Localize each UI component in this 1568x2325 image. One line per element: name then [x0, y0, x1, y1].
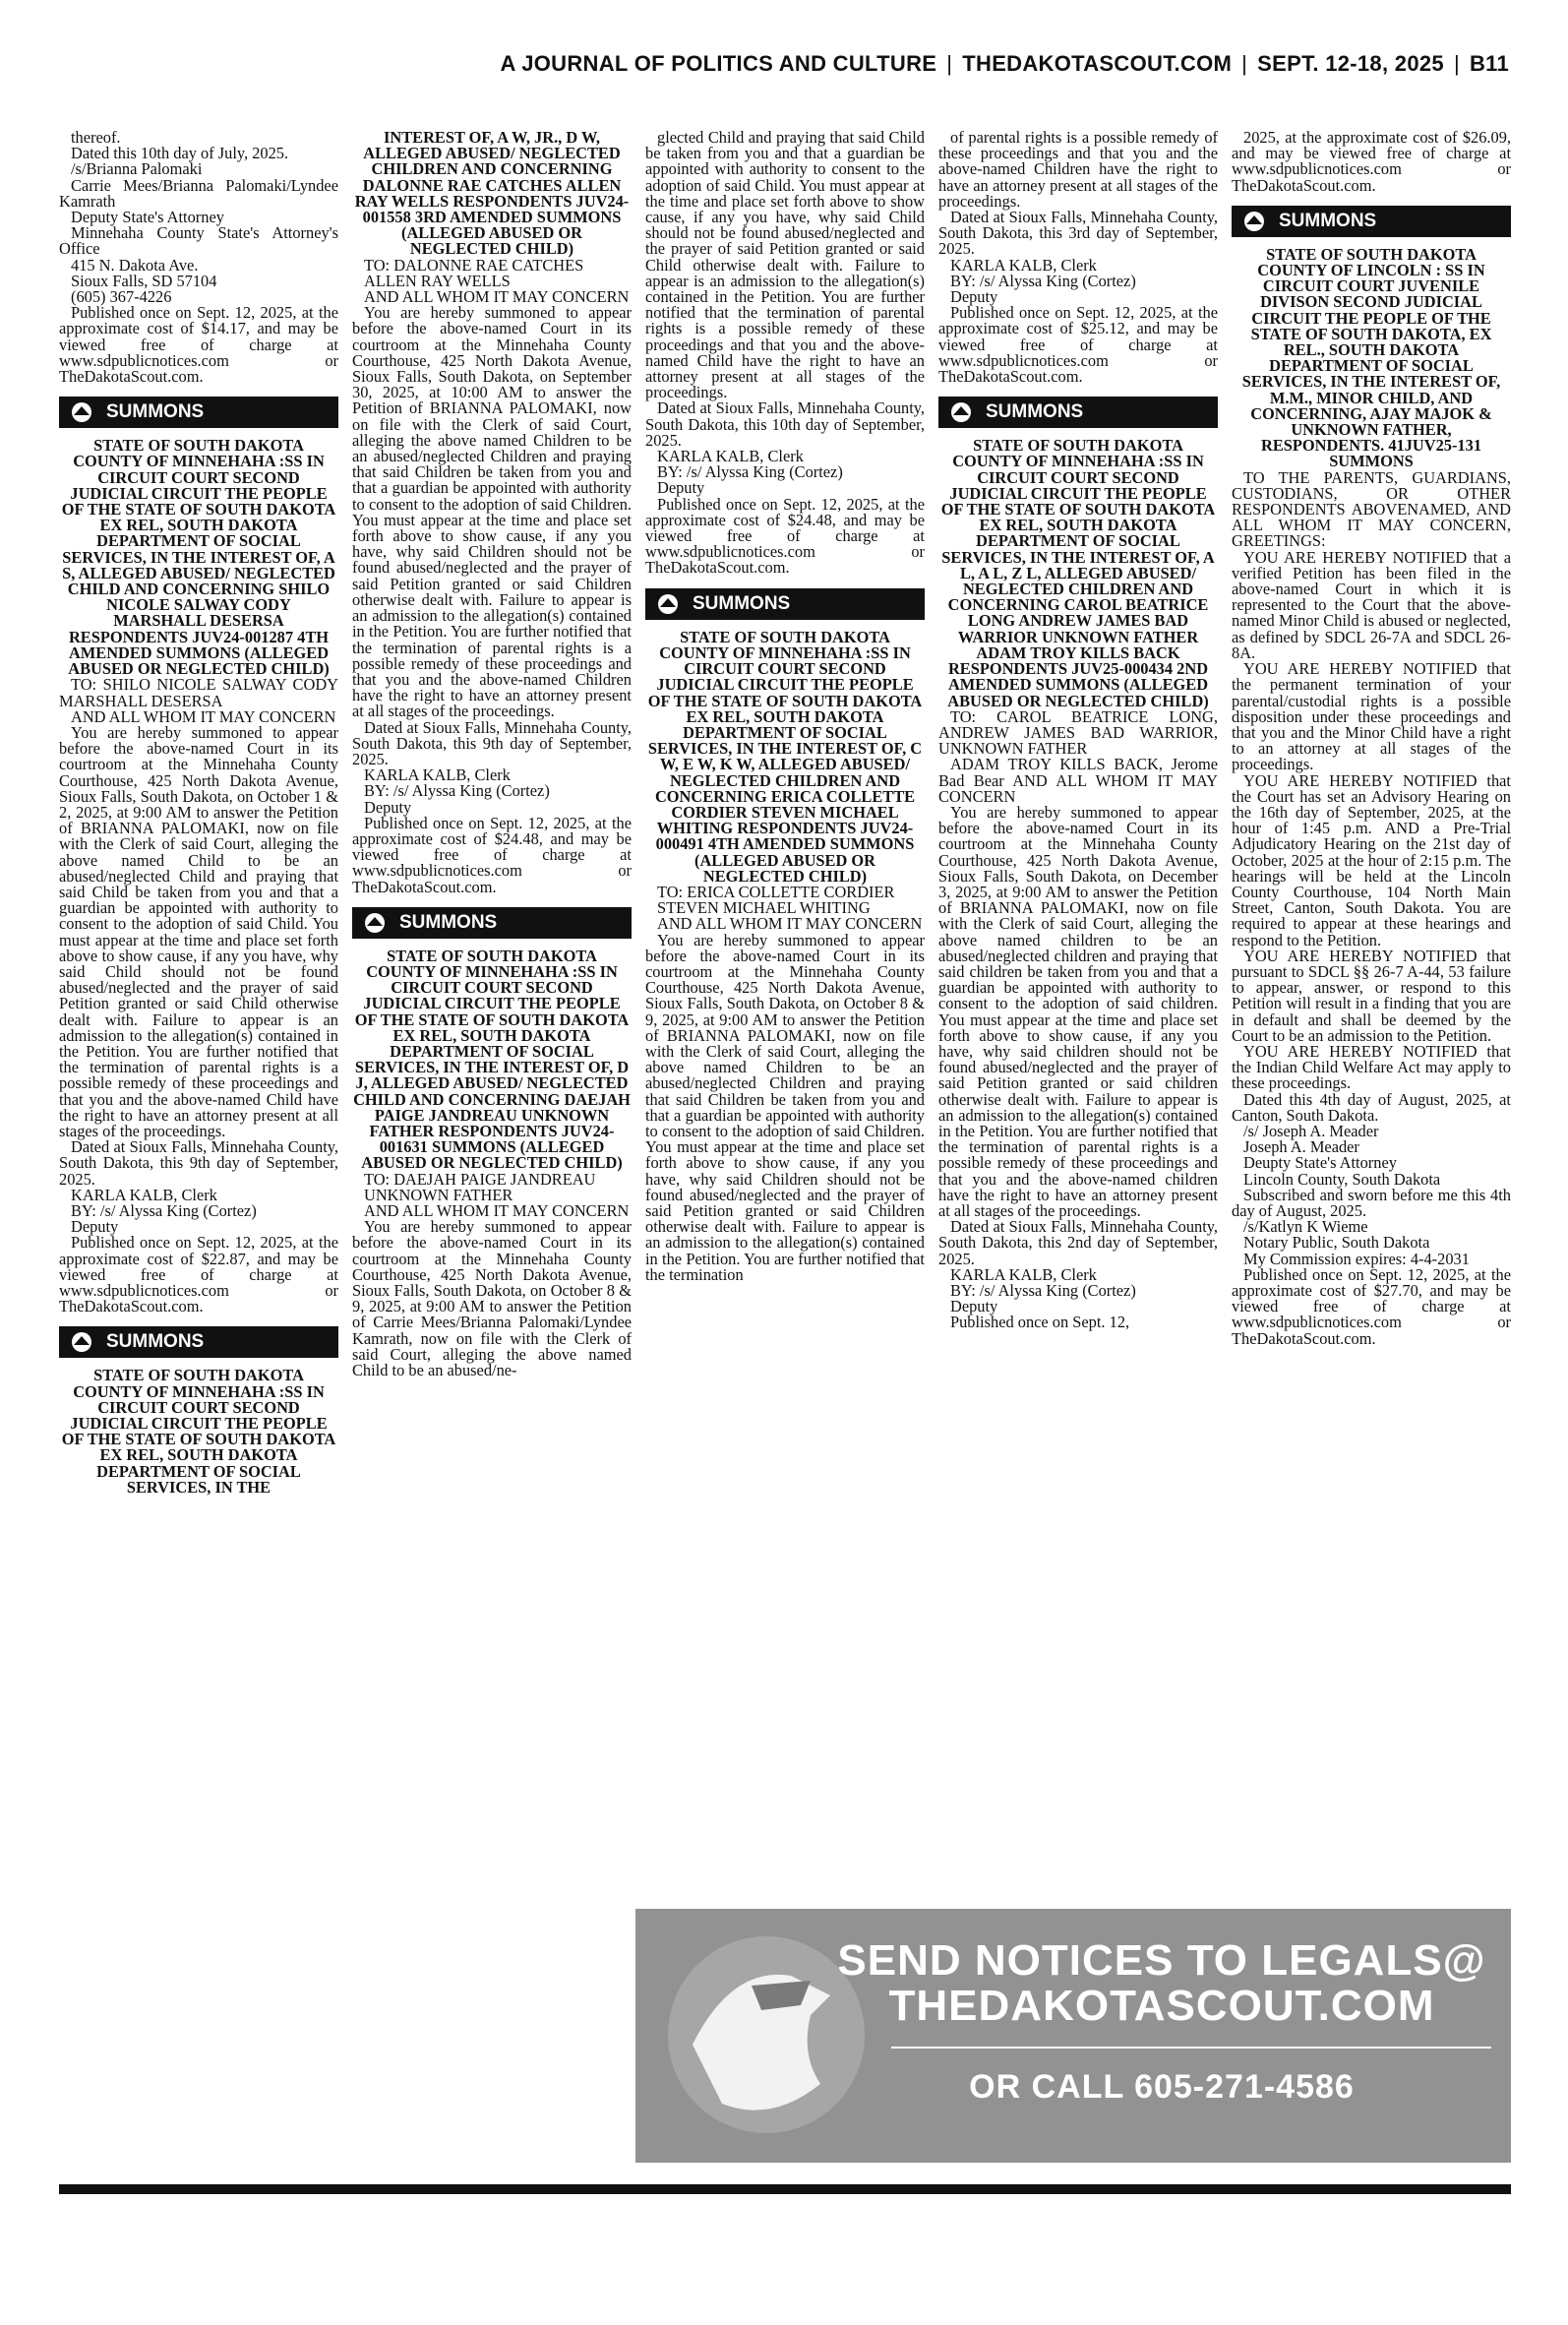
- notice-paragraph: Dated at Sioux Falls, Minnehaha County, South Dakota, this 3rd day of September, 2025.: [938, 208, 1218, 259]
- notice-paragraph: Deputy: [950, 287, 998, 307]
- notice-paragraph: AND ALL WHOM IT MAY CONCERN: [364, 287, 630, 307]
- notice-paragraph: TO: SHILO NICOLE SALWAY CODY MARSHALL DESERSA: [59, 675, 338, 710]
- notice-paragraph: Deputy State's Attorney: [71, 208, 224, 227]
- notice-paragraph: TO: DAEJAH PAIGE JANDREAU: [364, 1169, 596, 1189]
- journal-tagline: A JOURNAL OF POLITICS AND CULTURE: [500, 51, 937, 76]
- notice-paragraph: YOU ARE HEREBY NOTIFIED that the Court has set an Advisory Hearing on the 16th day of September, 2025, at the hour of 1:45 p.m. AND a Pre-Trial Adjudicatory Hearing on the 21st day of October, 2025 at the hour of 2:15 p.m. The hearings will be held at the Lincoln County Courthouse, 104 North Main Street, Canton, South Dakota. You are required to appear at these hearings and respond to the Petition.: [1232, 770, 1511, 949]
- notice-body: [59, 677, 338, 1315]
- notice-caption: STATE OF SOUTH DAKOTA COUNTY OF MINNEHAHA :SS IN CIRCUIT COURT SECOND JUDICIAL CIRCUIT THE PEOPLE OF THE STATE OF SOUTH DAKOTA EX REL, SOUTH DAKOTA DEPARTMENT OF SOCIAL SERVICES, IN THE INTEREST OF, D J, ALLEGED ABUSED/ NEGLECTED CHILD AND CONCERNING DAEJAH PAIGE JANDREAU UNKNOWN FATHER RESPONDENTS JUV24-001631 SUMMONS (ALLEGED ABUSED OR NEGLECTED CHILD): [353, 946, 631, 1173]
- notice-paragraph: KARLA KALB, Clerk: [950, 1264, 1097, 1284]
- banner-line-1: SEND NOTICES TO LEGALS@: [837, 1936, 1486, 1985]
- notice-paragraph: Published once on Sept. 12, 2025, at the approximate cost of $25.12, and may be viewed free of charge at www.sdpublicnotices.com or TheDakotaScout.com.: [938, 303, 1218, 387]
- page-number: B11: [1469, 51, 1509, 76]
- notice-paragraph: YOU ARE HEREBY NOTIFIED that the permanent termination of your parental/custodial rights is a possible disposition under these proceedings and that you and the Minor Child have a right to an attorney at all stages of the proceedings.: [1232, 659, 1511, 774]
- notice-paragraph: Deputy: [950, 1297, 998, 1316]
- column-5: [1232, 130, 1511, 2196]
- notice-paragraph: of parental rights is a possible remedy of these proceedings and that you and the above-named Children have the right to have an attorney present at all stages of the proceedings.: [938, 130, 1218, 211]
- notice-paragraph: Dated this 10th day of July, 2025.: [71, 144, 289, 163]
- notice-paragraph: ADAM TROY KILLS BACK, Jerome Bad Bear AND ALL WHOM IT MAY CONCERN: [938, 755, 1218, 806]
- notice-paragraph: Joseph A. Meader: [1243, 1137, 1359, 1157]
- notice-paragraph: UNKNOWN FATHER: [364, 1185, 513, 1204]
- legal-notices-banner[interactable]: [635, 1909, 1511, 2163]
- notice-paragraph: You are hereby summoned to appear before the above-named Court in its courtroom at the Minnehaha County Courthouse, 425 North Dakota Avenue, Sioux Falls, South Dakota, on December 3, 2025, at 9:00 AM to answer the Petition of BRIANNA PALOMAKI, now on file with the Clerk of said Court, alleging the above named children to be an abused/neglected children and praying that said children be taken from you and that a guardian be appointed with authority to consent to the adoption of said children. You must appear at the time and place set forth above to show cause, if any you have, why said children should not be found abused/neglected and the prayer of said Petition granted or said children otherwise dealt with. Failure to appear is an admission to the allegation(s) contained in the Petition. You are further notified that the termination of parental rights is a possible remedy of these proceedings and that you and the above-named children have the right to have an attorney present at all stages of the proceedings.: [938, 802, 1218, 1220]
- notice-body: [1232, 467, 1511, 1348]
- notice-paragraph: Sioux Falls, SD 57104: [71, 271, 217, 290]
- banner-phone[interactable]: OR CALL 605-271-4586: [969, 2068, 1355, 2106]
- summons-header: SUMMONS: [1232, 206, 1511, 237]
- notice-paragraph: glected Child and praying that said Child be taken from you and that a guardian be appointed with authority to consent to the adoption of said Child. You must appear at the time and place set forth above to show cause, if any you have, why said Child should not be found abused/neglected and the prayer of said Petition granted or said Child otherwise dealt with. Failure to appear is an admission to the allegation(s) contained in the Petition. You are further notified that the termination of parental rights is a possible remedy of these proceedings and that you and the above-named Child have the right to have an attorney present at all stages of the proceedings.: [645, 130, 925, 402]
- notice-paragraph: TO: DALONNE RAE CATCHES: [364, 255, 584, 275]
- notice-paragraph: KARLA KALB, Clerk: [657, 447, 804, 466]
- notice-paragraph: 2025, at the approximate cost of $26.09, and may be viewed free of charge at www.sdpublicnotices.com or TheDakotaScout.com.: [1232, 130, 1511, 195]
- notice-paragraph: Published once on Sept. 12, 2025, at the approximate cost of $24.48, and may be viewed free of charge at www.sdpublicnotices.com or TheDakotaScout.com.: [352, 813, 632, 896]
- column-4: [938, 130, 1218, 2196]
- legal-notices-columns: [59, 130, 1511, 2196]
- notice-paragraph: BY: /s/ Alyssa King (Cortez): [950, 1281, 1136, 1301]
- notice-1-tail: [59, 130, 338, 385]
- notice-paragraph: Dated at Sioux Falls, Minnehaha County, South Dakota, this 2nd day of September, 2025.: [938, 1217, 1218, 1268]
- notice-body: [1232, 130, 1511, 194]
- notice-paragraph: Dated at Sioux Falls, Minnehaha County, South Dakota, this 9th day of September, 2025.: [352, 717, 632, 768]
- notice-paragraph: /s/Brianna Palomaki: [71, 159, 203, 179]
- notice-caption: STATE OF SOUTH DAKOTA COUNTY OF MINNEHAHA :SS IN CIRCUIT COURT SECOND JUDICIAL CIRCUIT THE PEOPLE OF THE STATE OF SOUTH DAKOTA EX REL, SOUTH DAKOTA DEPARTMENT OF SOCIAL SERVICES, IN THE INTEREST OF, A L, A L, Z L, ALLEGED ABUSED/ NEGLECTED CHILDREN AND CONCERNING CAROL BEATRICE LONG ANDREW JAMES BAD WARRIOR UNKNOWN FATHER ADAM TROY KILLS BACK RESPONDENTS JUV25-000434 2ND AMENDED SUMMONS (ALLEGED ABUSED OR NEGLECTED CHILD): [940, 436, 1216, 710]
- notice-paragraph: /s/Katlyn K Wieme: [1243, 1217, 1368, 1237]
- notice-caption: STATE OF SOUTH DAKOTA COUNTY OF MINNEHAHA :SS IN CIRCUIT COURT SECOND JUDICIAL CIRCUIT THE PEOPLE OF THE STATE OF SOUTH DAKOTA EX REL, SOUTH DAKOTA DEPARTMENT OF SOCIAL SERVICES, IN THE INTEREST OF, C W, E W, K W, ALLEGED ABUSED/ NEGLECTED CHILDREN AND CONCERNING ERICA COLLETTE CORDIER STEVEN MICHAEL WHITING RESPONDENTS JUV24-000491 4TH AMENDED SUMMONS (ALLEGED ABUSED OR NEGLECTED CHILD): [647, 627, 923, 886]
- notice-paragraph: ALLEN RAY WELLS: [364, 271, 511, 290]
- notice-caption: STATE OF SOUTH DAKOTA COUNTY OF MINNEHAHA :SS IN CIRCUIT COURT SECOND JUDICIAL CIRCUIT THE PEOPLE OF THE STATE OF SOUTH DAKOTA EX REL, SOUTH DAKOTA DEPARTMENT OF SOCIAL SERVICES, IN THE: [61, 1366, 336, 1497]
- notice-paragraph: Lincoln County, South Dakota: [1243, 1169, 1441, 1189]
- notice-paragraph: YOU ARE HEREBY NOTIFIED that the Indian Child Welfare Act may apply to these proceedings.: [1232, 1041, 1511, 1093]
- notice-paragraph: BY: /s/ Alyssa King (Cortez): [950, 271, 1136, 290]
- notice-paragraph: (605) 367-4226: [71, 287, 172, 307]
- notice-paragraph: Published once on Sept. 12,: [950, 1313, 1130, 1332]
- notice-paragraph: 415 N. Dakota Ave.: [71, 255, 199, 275]
- notice-body: [938, 130, 1218, 385]
- issue-date: SEPT. 12-18, 2025: [1257, 51, 1444, 76]
- notice-paragraph: Carrie Mees/Brianna Palomaki/Lyndee Kamrath: [59, 175, 338, 211]
- notice-caption: STATE OF SOUTH DAKOTA COUNTY OF LINCOLN : SS IN CIRCUIT COURT JUVENILE DIVISON SECOND JUDICIAL CIRCUIT THE PEOPLE OF THE STATE OF SOUTH DAKOTA, EX REL., SOUTH DAKOTA DEPARTMENT OF SOCIAL SERVICES, IN THE INTEREST OF, M.M., MINOR CHILD, AND CONCERNING, AJAY MAJOK & UNKNOWN FATHER, RESPONDENTS. 41JUV25-131 SUMMONS: [1241, 244, 1501, 471]
- banner-line-2[interactable]: THEDAKOTASCOUT.COM: [888, 1982, 1435, 2030]
- scout-logo-icon: [65, 401, 98, 423]
- notice-paragraph: KARLA KALB, Clerk: [364, 765, 511, 785]
- notice-paragraph: TO: ERICA COLLETTE CORDIER: [657, 882, 895, 901]
- notice-paragraph: Minnehaha County State's Attorney's Office: [59, 223, 338, 259]
- notice-paragraph: TO THE PARENTS, GUARDIANS, CUSTODIANS, OR OTHER RESPONDENTS ABOVENAMED, AND ALL WHOM IT MAY CONCERN, GREETINGS:: [1232, 467, 1511, 551]
- notice-paragraph: Published once on Sept. 12, 2025, at the approximate cost of $14.17, and may be viewed free of charge at www.sdpublicnotices.com or TheDakotaScout.com.: [59, 303, 338, 387]
- notice-paragraph: You are hereby summoned to appear before the above-named Court in its courtroom at the Minnehaha County Courthouse, 425 North Dakota Avenue, Sioux Falls, South Dakota, on October 8 & 9, 2025, at 9:00 AM to answer the Petition of Carrie Mees/Brianna Palomaki/Lyndee Kamrath, now on file with the Clerk of said Court, alleging the above named Child to be an abused/ne-: [352, 1217, 632, 1380]
- scout-logo-icon: [944, 401, 978, 423]
- notice-paragraph: Notary Public, South Dakota: [1243, 1233, 1430, 1253]
- notice-paragraph: Published once on Sept. 12, 2025, at the approximate cost of $22.87, and may be viewed free of charge at www.sdpublicnotices.com or TheDakotaScout.com.: [59, 1233, 338, 1316]
- notice-paragraph: AND ALL WHOM IT MAY CONCERN: [657, 914, 923, 934]
- scout-logo-icon: [1237, 211, 1271, 232]
- notice-paragraph: AND ALL WHOM IT MAY CONCERN: [71, 706, 336, 726]
- notice-paragraph: You are hereby summoned to appear before the above-named Court in its courtroom at the Minnehaha County Courthouse, 425 North Dakota Avenue, Sioux Falls, South Dakota, on October 8 & 9, 2025, at 9:00 AM to answer the Petition of BRIANNA PALOMAKI, now on file with the Clerk of said Court, alleging the above named Children to be an abused/neglected Children and praying that said Children be taken from you and that a guardian be appointed with authority to consent to the adoption of said Children. You must appear at the time and place set forth above to show cause, if any you have, why said Children should not be found abused/neglected and the prayer of said Petition granted or said Children otherwise dealt with. Failure to appear is an admission to the allegation(s) contained in the Petition. You are further notified that the termination: [645, 930, 925, 1284]
- notice-paragraph: Deputy: [364, 797, 412, 817]
- notice-paragraph: You are hereby summoned to appear before the above-named Court in its courtroom at the Minnehaha County Courthouse, 425 North Dakota Avenue, Sioux Falls, South Dakota, on October 1 & 2, 2025, at 9:00 AM to answer the Petition of BRIANNA PALOMAKI, now on file with the Clerk of said Court, alleging the above named Child to be an abused/neglected Child and praying that said Child be taken from you and that a guardian be appointed with authority to consent to the adoption of said Child. You must appear at the time and place set forth above to show cause, if any you have, why said Child should not be found abused/neglected and the prayer of said Petition granted or said Child otherwise dealt with. Failure to appear is an admission to the allegation(s) contained in the Petition. You are further notified that the termination of parental rights is a possible remedy of these proceedings and that you and the above-named Child have the right to have an attorney present at all stages of the proceedings.: [59, 722, 338, 1140]
- notice-paragraph: Subscribed and sworn before me this 4th day of August, 2025.: [1232, 1185, 1511, 1220]
- notice-paragraph: TO: CAROL BEATRICE LONG, ANDREW JAMES BAD WARRIOR, UNKNOWN FATHER: [938, 706, 1218, 759]
- notice-paragraph: Deputy: [657, 478, 705, 498]
- notice-paragraph: KARLA KALB, Clerk: [71, 1185, 217, 1204]
- notice-paragraph: Deputy: [71, 1217, 119, 1237]
- notice-paragraph: YOU ARE HEREBY NOTIFIED that a verified Petition has been filed in the above-named Court in which it is represented to the Court that the above-named Minor Child is abused or neglected, as defined by SDCL 26-7A and SDCL 26-8A.: [1232, 547, 1511, 662]
- summons-header: SUMMONS: [59, 1326, 338, 1358]
- notice-paragraph: You are hereby summoned to appear before the above-named Court in its courtroom at the Minnehaha County Courthouse, 425 North Dakota Avenue, Sioux Falls, South Dakota, on September 30, 2025, at 10:00 AM to answer the Petition of BRIANNA PALOMAKI, now on file with the Clerk of said Court, alleging the above named Children to be an abused/neglected Children and praying that said Children be taken from you and that a guardian be appointed with authority to consent to the adoption of said Children. You must appear at the time and place set forth above to show cause, if any you have, why said Children should not be found abused/neglected and the prayer of said Petition granted or said Children otherwise dealt with. Failure to appear is an admission to the allegation(s) contained in the Petition. You are further notified that the termination of parental rights is a possible remedy of these proceedings and that you and the above-named Children have the right to have an attorney present at all stages of the proceedings.: [352, 303, 632, 721]
- page-footer-rule: [59, 2184, 1511, 2194]
- notice-body: [938, 706, 1218, 1332]
- scout-logo-icon: [651, 593, 685, 615]
- scout-logo-icon: [358, 912, 392, 934]
- notice-body: [352, 1169, 632, 1380]
- summons-header: SUMMONS: [938, 397, 1218, 428]
- summons-header: SUMMONS: [645, 588, 925, 620]
- notice-paragraph: thereof.: [71, 130, 121, 147]
- notice-paragraph: KARLA KALB, Clerk: [950, 255, 1097, 275]
- masthead: A JOURNAL OF POLITICS AND CULTURE | THEDAKOTASCOUT.COM | SEPT. 12-18, 2025 | B11: [500, 51, 1509, 76]
- summons-header: SUMMONS: [59, 397, 338, 428]
- notice-paragraph: STEVEN MICHAEL WHITING: [657, 898, 871, 918]
- summons-header: SUMMONS: [352, 907, 632, 939]
- notice-paragraph: YOU ARE HEREBY NOTIFIED that pursuant to SDCL §§ 26-7 A-44, 53 failure to appear, answer, or respond to this Petition will result in a finding that you are in default and shall be deemed by the Court to be an admission to the Petition.: [1232, 946, 1511, 1045]
- notice-paragraph: Dated this 4th day of August, 2025, at Canton, South Dakota.: [1232, 1089, 1511, 1125]
- column-2: [352, 130, 632, 2196]
- notice-caption: STATE OF SOUTH DAKOTA COUNTY OF MINNEHAHA :SS IN CIRCUIT COURT SECOND JUDICIAL CIRCUIT THE PEOPLE OF THE STATE OF SOUTH DAKOTA EX REL, SOUTH DAKOTA DEPARTMENT OF SOCIAL SERVICES, IN THE INTEREST OF, A S, ALLEGED ABUSED/ NEGLECTED CHILD AND CONCERNING SHILO NICOLE SALWAY CODY MARSHALL DESERSA RESPONDENTS JUV24-001287 4TH AMENDED SUMMONS (ALLEGED ABUSED OR NEGLECTED CHILD): [61, 436, 336, 679]
- scout-logo-icon: [65, 1331, 98, 1353]
- notice-caption: INTEREST OF, A W, JR., D W, ALLEGED ABUSED/ NEGLECTED CHILDREN AND CONCERNING DALONNE RAE CATCHES ALLEN RAY WELLS RESPONDENTS JUV24-001558 3RD AMENDED SUMMONS (ALLEGED ABUSED OR NEGLECTED CHILD): [354, 130, 630, 259]
- notice-body: [645, 882, 925, 1284]
- notice-paragraph: BY: /s/ Alyssa King (Cortez): [71, 1201, 257, 1220]
- site-name[interactable]: THEDAKOTASCOUT.COM: [962, 51, 1233, 76]
- notice-paragraph: BY: /s/ Alyssa King (Cortez): [657, 462, 843, 482]
- notice-paragraph: Dated at Sioux Falls, Minnehaha County, South Dakota, this 9th day of September, 2025.: [59, 1137, 338, 1189]
- notice-paragraph: BY: /s/ Alyssa King (Cortez): [364, 781, 550, 801]
- column-1: [59, 130, 338, 2196]
- column-3: [645, 130, 925, 2196]
- notice-paragraph: Dated at Sioux Falls, Minnehaha County, South Dakota, this 10th day of September, 2025.: [645, 398, 925, 450]
- notice-paragraph: My Commission expires: 4-4-2031: [1243, 1249, 1470, 1268]
- notice-paragraph: AND ALL WHOM IT MAY CONCERN: [364, 1201, 630, 1220]
- notice-paragraph: Published once on Sept. 12, 2025, at the approximate cost of $27.70, and may be viewed free of charge at www.sdpublicnotices.com or TheDakotaScout.com.: [1232, 1264, 1511, 1348]
- notice-paragraph: Published once on Sept. 12, 2025, at the approximate cost of $24.48, and may be viewed free of charge at www.sdpublicnotices.com or TheDakotaScout.com.: [645, 494, 925, 578]
- notice-paragraph: /s/ Joseph A. Meader: [1243, 1121, 1379, 1140]
- notice-paragraph: Deupty State's Attorney: [1243, 1153, 1397, 1173]
- notice-body: [352, 255, 632, 896]
- notice-body: [645, 130, 925, 577]
- banner-divider: [891, 2047, 1491, 2049]
